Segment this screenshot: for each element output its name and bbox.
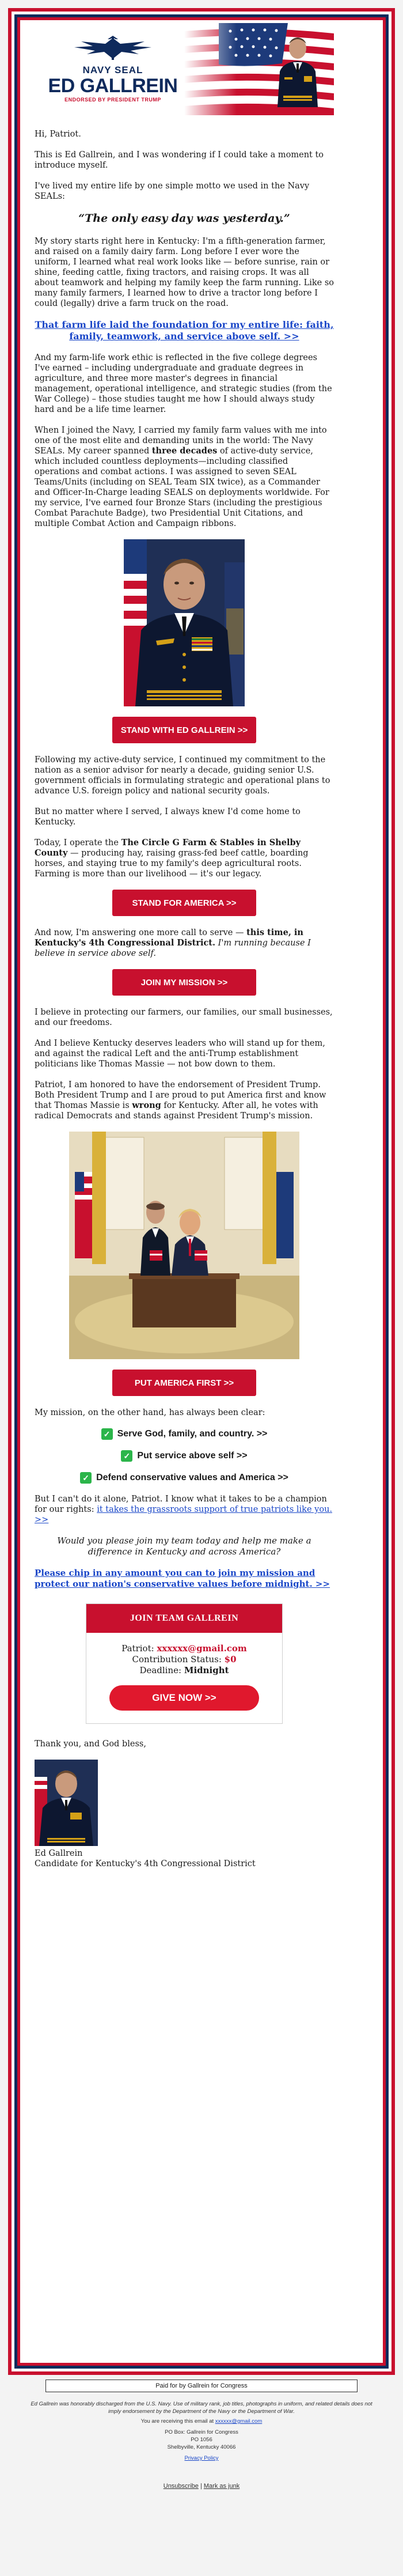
checkmark-icon: ✓	[101, 1428, 113, 1440]
farm-paragraph	[35, 838, 334, 879]
endorsement-paragraph	[35, 1080, 334, 1121]
endorse-text-1: Patriot, I am honored to have the endorsement of President Trump. Both President Trump and I are proud to put America first and know that Thomas Massie is	[35, 1080, 326, 1110]
stand-with-ed-button[interactable]: STAND WITH ED GALLREIN >>	[112, 717, 256, 743]
recipient-email-link[interactable]: xxxxxx@gmail.com	[215, 2418, 263, 2424]
privacy-policy-link[interactable]: Privacy Policy	[184, 2455, 219, 2461]
candidate-signature-photo	[35, 1760, 98, 1846]
give-now-button[interactable]: GIVE NOW >>	[109, 1685, 259, 1711]
after-service-paragraph: Following my active-duty service, I continued my commitment to the nation as a senior advisor for nearly a decade, guiding senior U.S. government officials in formulating strategic and operational plans to advance U.S. foreign policy and national security goals.	[35, 755, 330, 796]
mark-as-junk-link[interactable]: Mark as junk	[203, 2483, 240, 2490]
po-box-line-1: PO Box: Gallrein for Congress	[165, 2429, 238, 2435]
greeting: Hi, Patriot.	[35, 130, 81, 139]
check-item-label: Put service above self >>	[137, 1451, 248, 1461]
fine-print	[0, 2400, 403, 2462]
navy-text-2: of active-duty service, which included countless deployments—including classified operations and combat actions. I was assigned to seven SEAL Teams/Units (including on SEAL Team SIX twice), as a Commander and Officer-In-Charge leading SEALS on deployments worldwide. For my service, I've earned four Bronze Stars (including the prestigious Combat Parachute Badge), two Presidential Unit Citations, and multiple Combat Action and Campaign ribbons.	[35, 447, 329, 528]
check-item-label: Defend conservative values and America >>	[96, 1473, 288, 1483]
status-row	[98, 1654, 271, 1665]
signature-title: Candidate for Kentucky's 4th Congressional District	[35, 1859, 256, 1868]
logo-navy-seal-text: NAVY SEAL	[82, 65, 143, 75]
join-team-box	[86, 1603, 283, 1724]
email-content	[35, 23, 334, 1869]
seal-motto: “The only easy day was yesterday.”	[78, 212, 290, 225]
alone-text: But I can't do it alone, Patriot. I know what it takes to be a champion for our rights:	[35, 1495, 327, 1514]
check-item-service[interactable]	[35, 1450, 334, 1462]
checkmark-icon: ✓	[121, 1450, 132, 1462]
farm-text-2: — producing hay, raising grass-fed beef cattle, boarding horses, and staying true to my family's deep agricultural roots. Farming is more than our livelihood — it's our legacy.	[35, 849, 309, 879]
link-separator: |	[198, 2483, 204, 2490]
patriot-label: Patriot:	[121, 1643, 157, 1654]
answer-bold-text: this time, in Kentucky's 4th Congressional District.	[35, 928, 303, 948]
patriot-row	[98, 1643, 271, 1654]
patriot-email: xxxxxx@gmail.com	[157, 1643, 247, 1654]
believe-paragraph: I believe in protecting our farmers, our families, our small businesses, and our freedoms.	[35, 1008, 333, 1027]
po-box-line-2: PO 1056	[191, 2437, 212, 2443]
receiving-text: You are receiving this email at	[140, 2418, 215, 2424]
farm-text-1: Today, I operate the	[35, 838, 121, 848]
education-paragraph: And my farm-life work ethic is reflected in the five college degrees I've earned – including undergraduate and graduate degrees in agriculture, and three more master's degrees in financial management, operational intelligence, and strategic studies (from the War College) – those studies taught me how I should always study hard and be a life time learner.	[35, 353, 332, 414]
alone-paragraph	[35, 1494, 334, 1525]
ask-paragraph: Would you please join my team today and help me make a difference in Kentucky and across America?	[57, 1535, 311, 1557]
po-box-line-3: Shelbyville, Kentucky 40066	[167, 2444, 236, 2450]
check-item-label: Serve God, family, and country. >>	[117, 1429, 268, 1439]
candidate-uniform-photo[interactable]	[124, 539, 245, 706]
leaders-paragraph: And I believe Kentucky deserves leaders who will stand up for them, and against the radical Left and the anti-Trump establishment politicians like Thomas Massie — not bow down to them.	[35, 1039, 325, 1069]
home-paragraph: But no matter where I served, I always knew I'd come home to Kentucky.	[35, 807, 301, 827]
unsubscribe-link[interactable]: Unsubscribe	[163, 2483, 199, 2490]
deadline-value: Midnight	[184, 1665, 229, 1675]
story-paragraph: My story starts right here in Kentucky: I'm a fifth-generation farmer, and raised on a family dairy farm. Long before I ever wore the uniform, I learned what real work looks like — before sunrise, rain or shine, feeding cattle, fixing tractors, and raising crops. It was all about teamwork and helping my family keep the farm running. Like so many family farmers, I learned how to drive a tractor long before I could (legally) drive a farm truck on the road.	[35, 237, 334, 308]
campaign-logo	[44, 36, 182, 103]
signature-name: Ed Gallrein	[35, 1849, 83, 1858]
answer-italic-text: I'm running because I believe in service above self.	[35, 939, 311, 958]
join-box-body	[86, 1633, 282, 1723]
grassroots-link[interactable]: it takes the grassroots support of true patriots like you. >>	[35, 1505, 333, 1525]
deadline-row	[98, 1665, 271, 1676]
stand-for-america-button[interactable]: STAND FOR AMERICA >>	[112, 890, 256, 916]
join-my-mission-button[interactable]: JOIN MY MISSION >>	[112, 969, 256, 996]
email-footer	[0, 2380, 403, 2490]
contribution-status-value: $0	[224, 1654, 237, 1665]
closing: Thank you, and God bless,	[35, 1739, 146, 1749]
status-label: Contribution Status:	[132, 1654, 225, 1665]
oval-office-photo[interactable]	[69, 1132, 299, 1359]
mission-lead: My mission, on the other hand, has always been clear:	[35, 1408, 265, 1417]
deadline-label: Deadline:	[139, 1665, 184, 1675]
endorse-text-2: for Kentucky. After all, he votes with radical Democrats and stands against President Trump's mission.	[35, 1101, 318, 1121]
candidate-portrait-header	[275, 31, 320, 107]
paid-for-box: Paid for by Gallrein for Congress	[45, 2380, 358, 2392]
intro-paragraph: This is Ed Gallrein, and I was wondering if I could take a moment to introduce myself.	[35, 150, 324, 170]
chip-in-link[interactable]: Please chip in any amount you can to join my mission and protect our nation's conservative values before midnight. >>	[35, 1568, 330, 1589]
answer-paragraph	[35, 928, 334, 959]
seal-trident-eagle-icon	[70, 36, 156, 61]
answer-text: And now, I'm answering one more call to serve —	[35, 928, 247, 937]
receiving-line	[0, 2418, 403, 2425]
navy-disclaimer: Ed Gallrein was honorably discharged from the U.S. Navy. Use of military rank, job titles, photographs in uniform, and related details does not imply endorsement by the Department of the Navy or the Department of War.	[31, 2401, 372, 2415]
navy-bold-text: three decades	[151, 446, 218, 456]
farm-bold-text: The Circle G Farm & Stables in Shelby County	[35, 838, 301, 858]
foundation-link[interactable]: That farm life laid the foundation for my entire life: faith, family, teamwork, and service above self. >>	[35, 319, 334, 342]
put-america-first-button[interactable]: PUT AMERICA FIRST >>	[112, 1370, 256, 1396]
endorse-bold-text: wrong	[132, 1100, 161, 1110]
navy-text-1: When I joined the Navy, I carried my family farm values with me into one of the most elite and demanding units in the world: The Navy SEALs. My career spanned	[35, 426, 327, 456]
join-box-title: JOIN TEAM GALLREIN	[86, 1604, 282, 1633]
motto-lead: I've lived my entire life by one simple motto we used in the Navy SEALs:	[35, 181, 310, 201]
signature-block	[35, 1848, 334, 1869]
check-item-serve[interactable]	[35, 1428, 334, 1440]
unsubscribe-row	[0, 2483, 403, 2490]
navy-paragraph	[35, 425, 334, 529]
header-banner	[35, 23, 334, 115]
check-item-defend[interactable]	[35, 1472, 334, 1484]
logo-candidate-name: ED GALLREIN	[48, 75, 178, 97]
logo-endorsement-text: ENDORSED BY PRESIDENT TRUMP	[64, 97, 161, 103]
checkmark-icon: ✓	[80, 1472, 92, 1484]
